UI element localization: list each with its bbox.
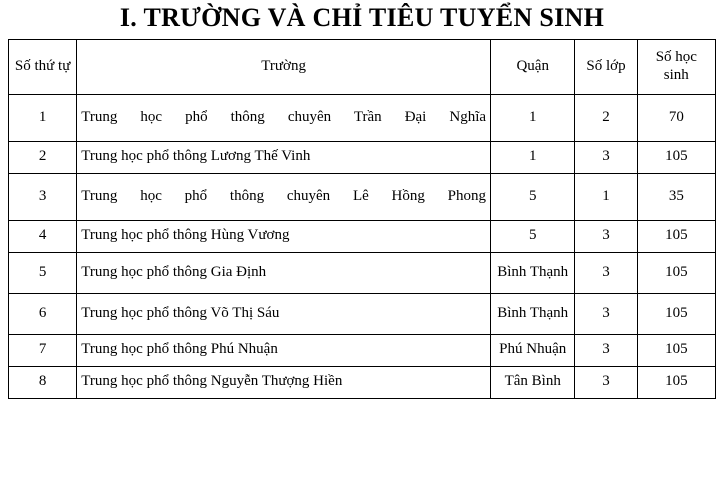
- table-body: [9, 94, 716, 398]
- cell-district: Tân Bình: [491, 366, 575, 398]
- table-row: [9, 252, 716, 293]
- cell-index: 6: [9, 293, 77, 334]
- cell-index: 1: [9, 94, 77, 141]
- cell-classes: 3: [575, 293, 637, 334]
- cell-school: Trung học phổ thông Lương Thế Vinh: [77, 141, 491, 173]
- column-header-index: Số thứ tự: [9, 39, 77, 94]
- cell-students: 70: [637, 94, 715, 141]
- cell-district: Bình Thạnh: [491, 293, 575, 334]
- cell-classes: 1: [575, 173, 637, 220]
- table-row: [9, 366, 716, 398]
- column-header-students: Số học sinh: [637, 39, 715, 94]
- cell-district: 5: [491, 173, 575, 220]
- table-row: [9, 293, 716, 334]
- column-header-district: Quận: [491, 39, 575, 94]
- cell-index: 7: [9, 334, 77, 366]
- table-header-row: [9, 39, 716, 94]
- cell-students: 105: [637, 141, 715, 173]
- cell-index: 4: [9, 220, 77, 252]
- cell-district: 5: [491, 220, 575, 252]
- cell-school: Trung học phổ thông Võ Thị Sáu: [77, 293, 491, 334]
- cell-classes: 3: [575, 334, 637, 366]
- cell-students: 105: [637, 334, 715, 366]
- cell-students: 105: [637, 293, 715, 334]
- cell-students: 105: [637, 220, 715, 252]
- table-row: [9, 334, 716, 366]
- cell-school: Trung học phổ thông chuyên Lê Hồng Phong: [77, 173, 491, 220]
- column-header-classes: Số lớp: [575, 39, 637, 94]
- table-row: [9, 173, 716, 220]
- cell-classes: 2: [575, 94, 637, 141]
- document-page: [0, 4, 724, 477]
- cell-district: Phú Nhuận: [491, 334, 575, 366]
- cell-students: 105: [637, 252, 715, 293]
- cell-classes: 3: [575, 252, 637, 293]
- cell-school: Trung học phổ thông Nguyễn Thượng Hiền: [77, 366, 491, 398]
- cell-school: Trung học phổ thông Phú Nhuận: [77, 334, 491, 366]
- cell-classes: 3: [575, 220, 637, 252]
- cell-school: Trung học phổ thông Gia Định: [77, 252, 491, 293]
- cell-index: 8: [9, 366, 77, 398]
- school-enrollment-table: [8, 39, 716, 399]
- table-header: [9, 39, 716, 94]
- table-row: [9, 220, 716, 252]
- cell-district: Bình Thạnh: [491, 252, 575, 293]
- cell-index: 5: [9, 252, 77, 293]
- cell-students: 35: [637, 173, 715, 220]
- cell-index: 2: [9, 141, 77, 173]
- cell-school: Trung học phổ thông chuyên Trần Đại Nghĩa: [77, 94, 491, 141]
- column-header-school: Trường: [77, 39, 491, 94]
- table-row: [9, 141, 716, 173]
- cell-index: 3: [9, 173, 77, 220]
- cell-students: 105: [637, 366, 715, 398]
- page-title: I. TRƯỜNG VÀ CHỈ TIÊU TUYỂN SINH: [119, 3, 605, 32]
- cell-district: 1: [491, 141, 575, 173]
- cell-school: Trung học phổ thông Hùng Vương: [77, 220, 491, 252]
- cell-classes: 3: [575, 366, 637, 398]
- table-row: [9, 94, 716, 141]
- cell-district: 1: [491, 94, 575, 141]
- cell-classes: 3: [575, 141, 637, 173]
